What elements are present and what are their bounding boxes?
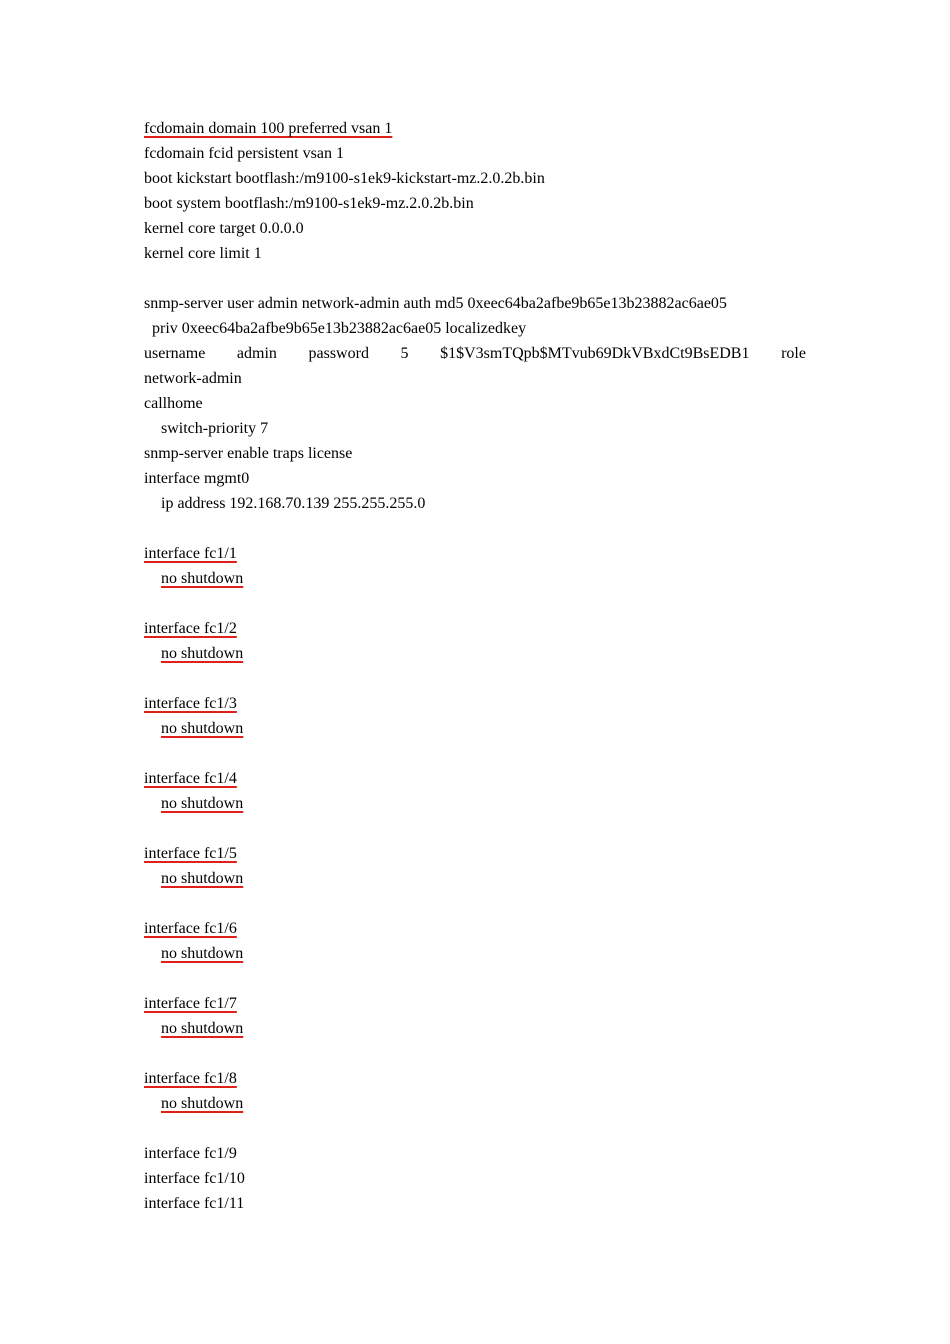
config-line: kernel core limit 1 — [144, 245, 262, 262]
config-line: boot kickstart bootflash:/m9100-s1ek9-kickstart-mz.2.0.2b.bin — [144, 170, 545, 187]
config-line: interface mgmt0 — [144, 470, 250, 487]
config-line: snmp-server enable traps license — [144, 445, 353, 462]
interface-line: interface fc1/11 — [144, 1195, 245, 1212]
config-line: network-admin — [144, 370, 242, 387]
underlined-text: no shutdown — [161, 645, 244, 662]
interface-line — [144, 916, 806, 941]
interface-line — [144, 616, 806, 641]
config-line: snmp-server user admin network-admin auth md5 0xeec64ba2afbe9b65e13b23882ac6ae05 — [144, 295, 727, 312]
config-line: switch-priority 7 — [161, 420, 269, 437]
command-line — [144, 866, 806, 891]
username-word: admin — [236, 345, 277, 362]
username-word: username — [144, 345, 206, 362]
config-line: boot system bootflash:/m9100-s1ek9-mz.2.0.2b.bin — [144, 195, 474, 212]
interface-line — [144, 691, 806, 716]
interface-line — [144, 1066, 806, 1091]
underlined-text: interface fc1/5 — [144, 845, 237, 862]
interface-line — [144, 991, 806, 1016]
config-line: priv 0xeec64ba2afbe9b65e13b23882ac6ae05 localizedkey — [152, 320, 527, 337]
blank-line — [144, 816, 806, 841]
config-line — [144, 116, 806, 141]
underlined-text: interface fc1/3 — [144, 695, 237, 712]
underlined-text: interface fc1/1 — [144, 545, 237, 562]
command-line — [144, 791, 806, 816]
blank-line — [144, 966, 806, 991]
username-word: role — [781, 345, 806, 362]
underlined-text: no shutdown — [161, 870, 244, 887]
blank-line — [144, 891, 806, 916]
command-line — [144, 566, 806, 591]
blank-line — [144, 741, 806, 766]
underlined-text: interface fc1/2 — [144, 620, 237, 637]
underlined-text: no shutdown — [161, 795, 244, 812]
command-line — [144, 1016, 806, 1041]
command-line — [144, 1091, 806, 1116]
username-word: password — [308, 345, 369, 362]
blank-line — [144, 266, 806, 291]
blank-line — [144, 1116, 806, 1141]
underlined-text: no shutdown — [161, 1020, 244, 1037]
blank-line — [144, 1041, 806, 1066]
command-line — [144, 941, 806, 966]
blank-line — [144, 591, 806, 616]
underlined-text: interface fc1/8 — [144, 1070, 237, 1087]
username-line — [144, 341, 806, 366]
underlined-text: no shutdown — [161, 720, 244, 737]
command-line — [144, 641, 806, 666]
underlined-text: interface fc1/4 — [144, 770, 237, 787]
underlined-text: fcdomain domain 100 preferred vsan 1 — [144, 120, 393, 137]
underlined-text: no shutdown — [161, 570, 244, 587]
underlined-text: interface fc1/6 — [144, 920, 237, 937]
config-line: ip address 192.168.70.139 255.255.255.0 — [161, 495, 426, 512]
username-word: $1$V3smTQpb$MTvub69DkVBxdCt9BsEDB1 — [440, 345, 750, 362]
underlined-text: no shutdown — [161, 945, 244, 962]
config-line: callhome — [144, 395, 203, 412]
underlined-text: interface fc1/7 — [144, 995, 237, 1012]
config-line: kernel core target 0.0.0.0 — [144, 220, 304, 237]
interface-line: interface fc1/9 — [144, 1145, 237, 1162]
username-word: 5 — [400, 345, 409, 362]
config-text — [144, 116, 806, 1216]
blank-line — [144, 666, 806, 691]
interface-line — [144, 541, 806, 566]
interface-line: interface fc1/10 — [144, 1170, 245, 1187]
interface-line — [144, 766, 806, 791]
interface-line — [144, 841, 806, 866]
blank-line — [144, 516, 806, 541]
underlined-text: no shutdown — [161, 1095, 244, 1112]
config-line: fcdomain fcid persistent vsan 1 — [144, 145, 344, 162]
command-line — [144, 716, 806, 741]
